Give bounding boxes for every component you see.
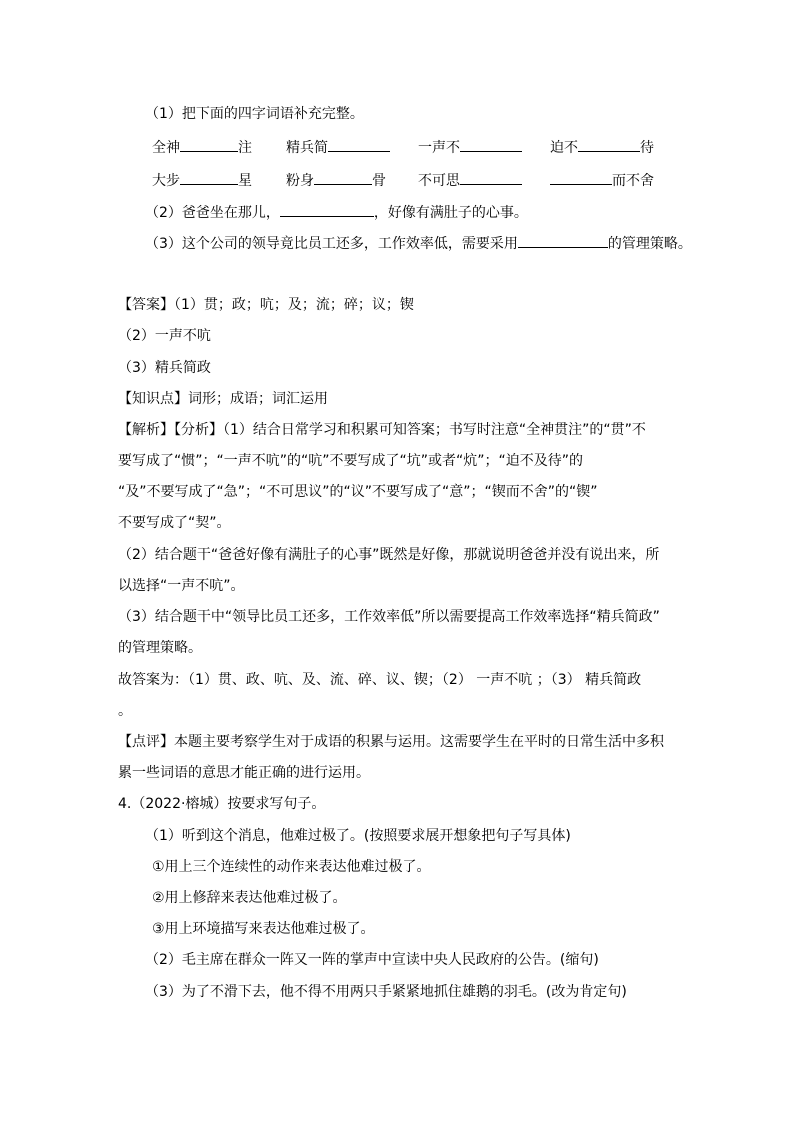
answer-blank[interactable] [280,202,374,217]
analysis-line: “及”不要写成了“急”；“不可思议”的“议”不要写成了“意”；“锲而不舍”的“锲” [118,484,598,500]
idiom-blank-item: 不可思 [418,170,522,191]
question-4-subitem: ①用上三个连续性的动作来表达他难过极了。 [152,859,431,875]
idiom-blank-item: 精兵简 [286,137,390,158]
analysis-line: 要写成了“惯”；“一声不吭”的“吭”不要写成了“坑”或者“炕”；“迫不及待”的 [118,453,584,469]
analysis-line: （2）结合题干“爸爸好像有满肚子的心事”既然是好像，那就说明爸爸并没有说出来，所 [118,547,660,563]
analysis-line: （3）结合题干中“领导比员工还多，工作效率低”所以需要提高工作效率选择“精兵简政” [118,609,660,625]
analysis-line: 不要写成了“契”。 [118,515,231,531]
answer-blank[interactable] [314,170,372,185]
question-1-prompt: （1）把下面的四字词语补充完整。 [145,106,364,122]
idiom-blank-item: 一声不 [418,137,522,158]
analysis-line: 故答案为：（1）贯、政、吭、及、流、碎、议、锲；（2） 一声不吭 ；（3） 精兵简政 [118,672,642,688]
answer-blank[interactable] [328,137,390,152]
question-4-item: （2）毛主席在群众一阵又一阵的掌声中宣读中央人民政府的公告。(缩句) [145,952,599,968]
answer-line: 【答案】（1）贯；政；吭；及；流；碎；议；锲 [118,297,414,313]
analysis-line: 。 [118,703,132,719]
question-3: （3）这个公司的领导竟比员工还多，工作效率低，需要采用 的管理策略。 [145,233,692,254]
answer-blank[interactable] [578,137,640,152]
question-2: （2）爸爸坐在那儿， ，好像有满肚子的心事。 [145,202,528,223]
answer-line: （3）精兵简政 [118,360,211,376]
analysis-line: 的管理策略。 [118,640,202,656]
knowledge-point: 【知识点】词形；成语；词汇运用 [118,391,328,407]
question-4-item: （1）听到这个消息，他难过极了。(按照要求展开想象把句子写具体) [145,828,571,844]
answer-blank[interactable] [180,170,238,185]
analysis-line: 以选择“一声不吭”。 [118,578,245,594]
answer-blank[interactable] [180,137,238,152]
idiom-blank-item: 大步 星 [152,170,252,191]
idiom-blank-item: 迫不 待 [550,137,654,158]
analysis-line: 【解析】【分析】（1）结合日常学习和积累可知答案；书写时注意“全神贯注”的“贯”不 [118,422,646,438]
answer-blank[interactable] [550,170,612,185]
idiom-blank-item: 而不舍 [550,170,654,191]
answer-blank[interactable] [460,137,522,152]
question-4-subitem: ②用上修辞来表达他难过极了。 [152,890,347,906]
answer-blank[interactable] [518,233,608,248]
question-4-title: 4.（2022·榕城）按要求写句子。 [118,796,326,812]
comment-line: 【点评】本题主要考察学生对于成语的积累与运用。这需要学生在平时的日常生活中多积 [118,734,664,750]
answer-line: （2）一声不吭 [118,328,211,344]
idiom-blank-item: 粉身 骨 [286,170,386,191]
question-4-item: （3）为了不滑下去，他不得不用两只手紧紧地抓住雄鹅的羽毛。(改为肯定句) [145,984,627,1000]
idiom-blank-item: 全神 注 [152,137,252,158]
answer-blank[interactable] [460,170,522,185]
question-4-subitem: ③用上环境描写来表达他难过极了。 [152,921,375,937]
comment-line: 累一些词语的意思才能正确的进行运用。 [118,765,370,781]
